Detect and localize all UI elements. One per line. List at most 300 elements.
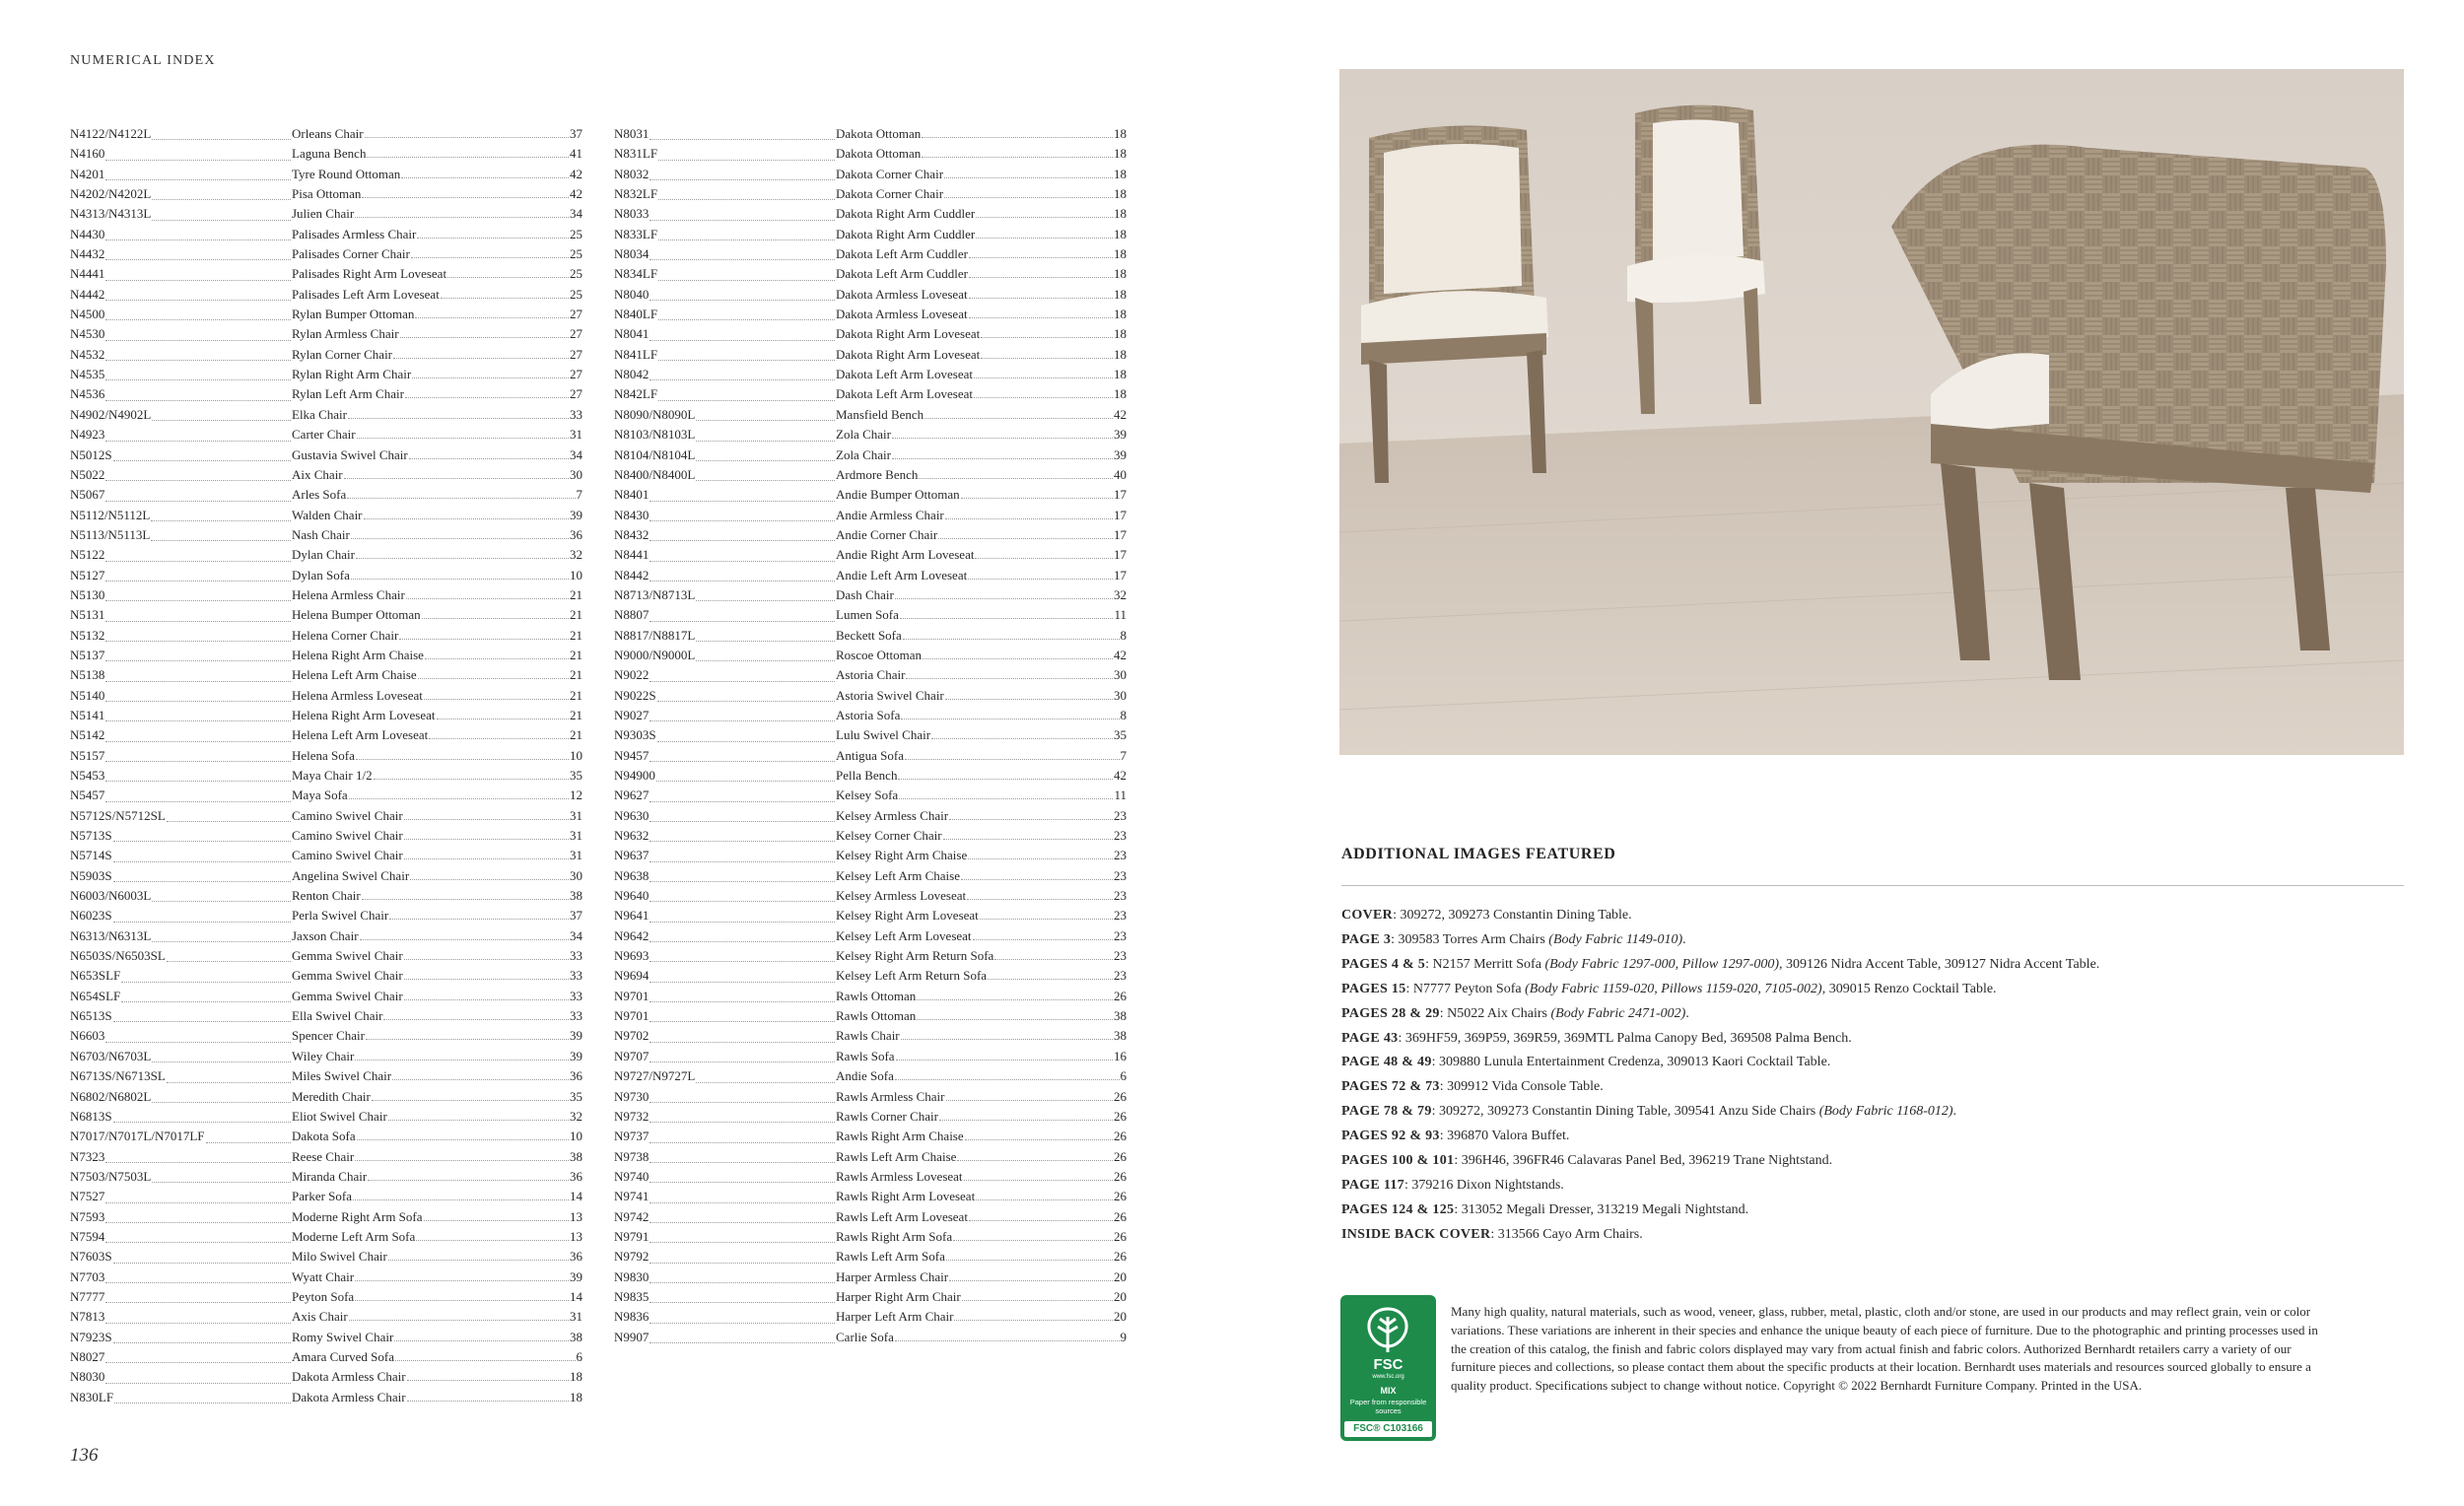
item-page: 38 (1114, 1008, 1127, 1024)
credit-label: PAGES 28 & 29 (1341, 1005, 1440, 1021)
index-row (614, 1247, 1127, 1266)
dot-leader (657, 725, 835, 741)
item-page: 33 (570, 948, 582, 964)
dot-leader (924, 418, 1113, 419)
item-page: 38 (570, 1329, 582, 1344)
item-page: 36 (570, 1068, 582, 1084)
dot-leader (113, 826, 291, 842)
dot-leader (650, 566, 835, 582)
item-page: 26 (1114, 1108, 1127, 1124)
dot-leader (151, 506, 291, 521)
item-page: 33 (570, 406, 582, 422)
dot-leader (650, 1047, 835, 1062)
item-code: N9000/N9000L (614, 647, 696, 662)
item-name: Milo Swivel Chair (292, 1249, 387, 1265)
credit-line (1341, 1198, 2404, 1223)
dot-leader (355, 1300, 569, 1301)
item-code: N4432 (70, 246, 105, 262)
dot-leader (696, 465, 835, 481)
dot-leader (394, 1340, 569, 1341)
item-page: 38 (1114, 1028, 1127, 1044)
index-row (614, 646, 1127, 665)
item-code: N8807 (614, 607, 650, 623)
item-code: N4201 (70, 166, 105, 181)
item-page: 9 (1120, 1329, 1127, 1344)
credit-text: : N7777 Peyton Sofa (1405, 981, 1526, 996)
index-row (70, 305, 582, 324)
item-name: Palisades Left Arm Loveseat (292, 286, 440, 302)
item-code: N834LF (614, 266, 658, 282)
item-name: Pella Bench (836, 768, 898, 783)
dot-leader (353, 1199, 569, 1200)
dot-leader (105, 686, 291, 702)
item-page: 21 (570, 607, 582, 623)
dot-leader (355, 217, 569, 218)
item-code: N9694 (614, 968, 650, 984)
dot-leader (422, 618, 569, 619)
item-name: Rylan Armless Chair (292, 326, 399, 342)
item-code: N9830 (614, 1268, 650, 1284)
credit-line (1341, 1125, 2404, 1149)
item-code: N5137 (70, 647, 105, 662)
item-name: Gemma Swivel Chair (292, 968, 403, 984)
index-row (614, 1006, 1127, 1026)
index-row (614, 184, 1127, 204)
dot-leader (105, 766, 291, 782)
item-page: 20 (1114, 1268, 1127, 1284)
credit-line (1341, 1002, 2404, 1027)
dot-leader (696, 646, 835, 661)
dot-leader (105, 165, 291, 180)
dot-leader (383, 1019, 569, 1020)
index-row (70, 204, 582, 224)
index-row (614, 866, 1127, 886)
item-name: Rawls Left Arm Loveseat (836, 1208, 968, 1224)
dot-leader (416, 1240, 569, 1241)
dot-leader (121, 987, 291, 1002)
credit-label: PAGE 117 (1341, 1177, 1404, 1193)
item-name: Rawls Armless Loveseat (836, 1168, 963, 1184)
item-page: 18 (570, 1369, 582, 1385)
item-code: N9740 (614, 1168, 650, 1184)
credit-line (1341, 928, 2404, 953)
index-row (614, 264, 1127, 284)
item-name: Eliot Swivel Chair (292, 1108, 387, 1124)
item-page: 33 (570, 1008, 582, 1024)
dot-leader (892, 438, 1113, 439)
dot-leader (650, 926, 835, 942)
index-row (614, 445, 1127, 465)
index-row (614, 1207, 1127, 1227)
item-page: 42 (1114, 406, 1127, 422)
dot-leader (650, 1107, 835, 1123)
fsc-code: FSC® C103166 (1344, 1421, 1432, 1437)
item-code: N6023S (70, 908, 112, 924)
item-name: Dash Chair (836, 586, 894, 602)
dot-leader (121, 966, 291, 982)
index-row (614, 746, 1127, 766)
index-row (70, 686, 582, 706)
item-page: 40 (1114, 466, 1127, 482)
item-code: N6703/N6703L (70, 1048, 152, 1063)
item-name: Helena Left Arm Chaise (292, 667, 417, 683)
item-code: N5714S (70, 848, 112, 863)
credit-line (1341, 1149, 2404, 1174)
dot-leader (650, 1087, 835, 1103)
dot-leader (105, 725, 291, 741)
item-name: Dakota Right Arm Loveseat (836, 326, 981, 342)
index-row (70, 706, 582, 725)
index-row (70, 1006, 582, 1026)
item-name: Dakota Right Arm Loveseat (836, 346, 981, 362)
item-page: 7 (1120, 747, 1127, 763)
item-name: Andie Left Arm Loveseat (836, 567, 968, 582)
dot-leader (650, 365, 835, 380)
item-page: 32 (570, 1108, 582, 1124)
index-row (614, 285, 1127, 305)
fsc-name: FSC (1373, 1356, 1403, 1373)
credit-text: : 396H46, 396FR46 Calavaras Panel Bed, 396219 Trane Nightstand. (1454, 1153, 1833, 1169)
credit-text: : 309583 Torres Arm Chairs (1391, 931, 1549, 947)
credit-text: : 309272, 309273 Constantin Dining Table. (1393, 908, 1632, 923)
index-row (70, 244, 582, 264)
index-row (70, 566, 582, 585)
item-page: 25 (570, 266, 582, 282)
item-page: 42 (1114, 647, 1127, 662)
index-row (614, 626, 1127, 646)
item-code: N8033 (614, 206, 650, 222)
dot-leader (355, 1060, 569, 1061)
index-row (70, 926, 582, 946)
index-row (614, 165, 1127, 184)
item-page: 21 (570, 647, 582, 662)
index-row (614, 425, 1127, 445)
credit-text: : 379216 Dixon Nightstands. (1403, 1177, 1564, 1193)
dot-leader (658, 384, 835, 400)
dot-leader (917, 999, 1113, 1000)
item-name: Parker Sofa (292, 1189, 353, 1204)
item-page: 21 (570, 727, 582, 743)
dot-leader (404, 999, 569, 1000)
item-name: Astoria Sofa (836, 707, 901, 722)
index-row (70, 966, 582, 986)
index-row (70, 1347, 582, 1367)
index-row (70, 506, 582, 525)
item-page: 17 (1114, 487, 1127, 503)
item-page: 17 (1114, 567, 1127, 582)
item-name: Axis Chair (292, 1309, 348, 1325)
item-name: Andie Sofa (836, 1068, 894, 1084)
divider (1341, 885, 2404, 886)
dot-leader (650, 485, 835, 501)
item-name: Aix Chair (292, 466, 343, 482)
dot-leader (968, 858, 1113, 859)
dot-leader (105, 746, 291, 762)
item-code: N5453 (70, 768, 105, 783)
index-row (70, 1147, 582, 1167)
dot-leader (105, 545, 291, 561)
dot-leader (167, 1066, 291, 1082)
item-page: 42 (1114, 768, 1127, 783)
index-row (614, 766, 1127, 786)
dot-leader (152, 184, 291, 200)
dot-leader (969, 298, 1113, 299)
dot-leader (356, 558, 569, 559)
item-code: N9707 (614, 1048, 650, 1063)
index-row (70, 1107, 582, 1127)
credit-line (1341, 1027, 2404, 1052)
dot-leader (969, 317, 1113, 318)
item-code: N4313/N4313L (70, 206, 152, 222)
item-page: 10 (570, 747, 582, 763)
item-name: Palisades Armless Chair (292, 226, 417, 241)
item-name: Dakota Armless Loveseat (836, 307, 968, 322)
item-name: Dakota Corner Chair (836, 186, 944, 202)
dot-leader (946, 1260, 1113, 1261)
item-page: 39 (570, 507, 582, 522)
dot-leader (658, 345, 835, 361)
credit-label: PAGE 48 & 49 (1341, 1055, 1432, 1070)
item-page: 20 (1114, 1288, 1127, 1304)
item-name: Arles Sofa (292, 487, 347, 503)
fsc-description: Paper from responsible sources (1349, 1398, 1427, 1415)
item-page: 18 (1114, 286, 1127, 302)
dot-leader (105, 585, 291, 601)
dot-leader (105, 285, 291, 301)
item-code: N8040 (614, 286, 650, 302)
item-name: Helena Left Arm Loveseat (292, 727, 429, 743)
dot-leader (650, 987, 835, 1002)
dot-leader (105, 225, 291, 240)
item-name: Helena Sofa (292, 747, 355, 763)
item-name: Tyre Round Ottoman (292, 166, 401, 181)
dot-leader (113, 1107, 291, 1123)
item-name: Maya Chair 1/2 (292, 768, 373, 783)
item-page: 34 (570, 446, 582, 462)
dot-leader (113, 445, 291, 461)
dot-leader (919, 478, 1113, 479)
item-page: 37 (570, 126, 582, 141)
item-code: N8400/N8400L (614, 466, 696, 482)
item-code: N8103/N8103L (614, 427, 696, 443)
dot-leader (696, 1066, 835, 1082)
index-row (70, 1367, 582, 1387)
item-code: N830LF (70, 1389, 114, 1404)
item-code: N6313/N6313L (70, 927, 152, 943)
item-page: 36 (570, 1168, 582, 1184)
credit-after: , 309126 Nidra Accent Table, 309127 Nidra Accent Table. (1779, 956, 2100, 972)
item-code: N5131 (70, 607, 105, 623)
index-row (614, 1147, 1127, 1167)
item-page: 33 (570, 968, 582, 984)
index-row (70, 1187, 582, 1206)
item-code: N841LF (614, 346, 658, 362)
item-code: N9637 (614, 848, 650, 863)
item-page: 39 (1114, 427, 1127, 443)
item-page: 26 (1114, 1208, 1127, 1224)
index-row (70, 465, 582, 485)
item-code: N8442 (614, 567, 650, 582)
item-page: 8 (1120, 707, 1127, 722)
item-page: 27 (570, 367, 582, 382)
dot-leader (399, 639, 569, 640)
dot-leader (650, 746, 835, 762)
item-name: Meredith Chair (292, 1088, 371, 1104)
item-code: N8441 (614, 547, 650, 563)
dot-leader (424, 1220, 569, 1221)
dot-leader (407, 1380, 569, 1381)
item-code: N842LF (614, 386, 658, 402)
item-name: Walden Chair (292, 507, 363, 522)
item-name: Camino Swivel Chair (292, 807, 403, 823)
dot-leader (658, 305, 835, 320)
item-name: Moderne Right Arm Sofa (292, 1208, 423, 1224)
item-page: 18 (1114, 186, 1127, 202)
dot-leader (895, 1340, 1120, 1341)
item-code: N9791 (614, 1228, 650, 1244)
index-row (614, 886, 1127, 906)
dot-leader (400, 337, 569, 338)
item-code: N8817/N8817L (614, 627, 696, 643)
item-name: Dakota Left Arm Cuddler (836, 246, 968, 262)
index-row (614, 566, 1127, 585)
item-code: N9457 (614, 747, 650, 763)
item-name: Roscoe Ottoman (836, 647, 923, 662)
item-code: N9701 (614, 988, 650, 1003)
index-row (70, 425, 582, 445)
item-name: Zola Chair (836, 446, 891, 462)
item-code: N5113/N5113L (70, 526, 151, 542)
credit-text: : N2157 Merritt Sofa (1425, 956, 1545, 972)
item-name: Kelsey Left Arm Loveseat (836, 927, 972, 943)
credit-fabric: (Body Fabric 1159-020, Pillows 1159-020, 7105-002) (1525, 981, 1822, 996)
dot-leader (968, 579, 1113, 580)
item-code: N5112/N5112L (70, 507, 151, 522)
dot-leader (151, 525, 291, 541)
item-code: N5130 (70, 586, 105, 602)
index-row (70, 766, 582, 786)
fsc-url: www.fsc.org (1372, 1374, 1404, 1380)
item-name: Wiley Chair (292, 1048, 355, 1063)
item-code: N653SLF (70, 968, 121, 984)
dot-leader (650, 706, 835, 721)
item-name: Rawls Left Arm Chaise (836, 1148, 957, 1164)
dot-leader (105, 1287, 291, 1303)
credit-label: INSIDE BACK COVER (1341, 1226, 1491, 1242)
credit-text: : 313052 Megali Dresser, 313219 Megali Nightstand. (1454, 1201, 1749, 1217)
index-row (614, 144, 1127, 164)
index-row (614, 485, 1127, 505)
item-page: 27 (570, 326, 582, 342)
index-row (70, 225, 582, 244)
item-page: 18 (1114, 146, 1127, 162)
dot-leader (418, 678, 569, 679)
dot-leader (650, 886, 835, 902)
item-page: 26 (1114, 1168, 1127, 1184)
item-page: 23 (1114, 908, 1127, 924)
index-row (70, 866, 582, 886)
dot-leader (114, 1388, 291, 1403)
item-code: N7503/N7503L (70, 1168, 152, 1184)
item-name: Palisades Corner Chair (292, 246, 410, 262)
item-code: N8041 (614, 326, 650, 342)
index-row (70, 1267, 582, 1287)
index-row (614, 806, 1127, 826)
dot-leader (105, 1147, 291, 1163)
dot-leader (650, 1006, 835, 1022)
dot-leader (113, 866, 291, 882)
item-page: 18 (1114, 367, 1127, 382)
item-code: N5140 (70, 687, 105, 703)
item-name: Perla Swivel Chair (292, 908, 389, 924)
index-row (614, 1026, 1127, 1046)
item-code: N5132 (70, 627, 105, 643)
index-row (614, 1167, 1127, 1187)
dot-leader (953, 1240, 1113, 1241)
item-page: 18 (570, 1389, 582, 1404)
disclaimer-text: Many high quality, natural materials, such as wood, veneer, glass, rubber, metal, plastic, cloth and/or stone, are used in our products and may reflect grain, vein or color variations. These variations are inherent in their species and enhance the unique beauty of each piece of furniture. Due to the photographic and printing processes used in the creation of this catalog, the finish and fabric colors displayed may vary from actual finish and fabric colors. Authorized Bernhardt retailers carry a variety of our furniture pieces and collections, so please contact them about the specific products at their location. Bernhardt uses materials and resources sourced globally to ensure a quality product. Specifications subject to change without notice. Copyright © 2022 Bernhardt Furniture Company. Printed in the USA. (1451, 1304, 2318, 1394)
item-page: 27 (570, 386, 582, 402)
index-row (70, 144, 582, 164)
dot-leader (105, 706, 291, 721)
item-page: 34 (570, 206, 582, 222)
index-row (70, 365, 582, 384)
item-page: 18 (1114, 126, 1127, 141)
dot-leader (975, 558, 1113, 559)
item-name: Andie Right Arm Loveseat (836, 547, 975, 563)
dot-leader (650, 1026, 835, 1042)
index-row (614, 324, 1127, 344)
item-name: Rylan Corner Chair (292, 346, 393, 362)
dot-leader (658, 264, 835, 280)
dot-leader (650, 946, 835, 962)
item-page: 35 (1114, 727, 1127, 743)
item-name: Harper Left Arm Chair (836, 1309, 954, 1325)
item-code: N9641 (614, 908, 650, 924)
dot-leader (105, 566, 291, 582)
index-row (614, 1227, 1127, 1247)
index-row (614, 1267, 1127, 1287)
dot-leader (105, 605, 291, 621)
index-row (614, 725, 1127, 745)
dot-leader (895, 598, 1113, 599)
credit-fabric: (Body Fabric 1149-010) (1548, 931, 1683, 947)
index-row (614, 525, 1127, 545)
credit-fabric: (Body Fabric 1297-000, Pillow 1297-000) (1544, 956, 1780, 972)
dot-leader (938, 538, 1113, 539)
dot-leader (650, 1287, 835, 1303)
item-page: 18 (1114, 206, 1127, 222)
dot-leader (105, 786, 291, 801)
dot-leader (650, 605, 835, 621)
dot-leader (167, 946, 291, 962)
dot-leader (351, 538, 569, 539)
index-row (70, 626, 582, 646)
credit-after: . (1682, 931, 1686, 947)
dot-leader (404, 819, 569, 820)
credit-label: PAGES 72 & 73 (1341, 1079, 1440, 1095)
item-page: 23 (1114, 948, 1127, 964)
item-code: N7017/N7017L/N7017LF (70, 1129, 205, 1144)
item-name: Ardmore Bench (836, 466, 919, 482)
item-name: Dakota Right Arm Cuddler (836, 226, 976, 241)
credit-label: PAGE 3 (1341, 931, 1392, 947)
dot-leader (105, 1187, 291, 1202)
credit-fabric: (Body Fabric 1168-012) (1818, 1104, 1953, 1120)
dot-leader (967, 899, 1113, 900)
index-column-1 (70, 124, 582, 1407)
dot-leader (696, 445, 835, 461)
